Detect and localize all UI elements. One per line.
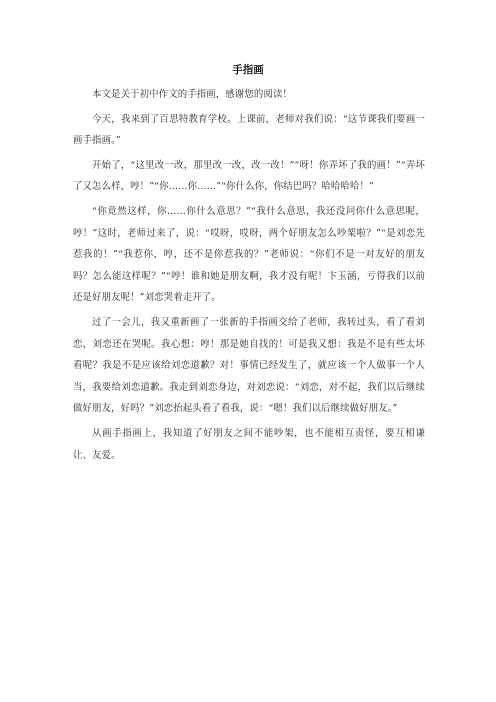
- paragraph-5: 过了一会儿，我又重新画了一张新的手指画交给了老师，我转过头，看了看刘恋，刘恋还在哭呢。我心想：哼！那是她自找的！可是我又想：我是不是有些太坏看呢？我是不是应该给刘恋道歉？对！事情已经发生了，就应该一个人做事一个人当，我要给刘恋道歉。我走到刘恋身边，对刘恋说：“刘恋，对不起，我们以后继续做好朋友，好吗？”刘恋抬起头看了看我，说：“嗯！我们以后继续做好朋友。”: [73, 316, 425, 415]
- paragraph-4: “你竟然这样，你……你什么意思？”“我什么意思，我还没问你什么意思呢，哼！”这时，老师过来了，说：“哎呀，哎呀，两个好朋友怎么吵架啦？”“是刘恋先惹我的！”“我惹你，哼，还不是你惹我的？”老师说：“你们不是一对友好的朋友吗？怎么能这样呢？”“哼！谁和她是朋友啊，我才没有呢！卞玉涵，亏得我们以前还是好朋友呢！”刘恋哭着走开了。: [73, 205, 425, 304]
- document-body: [73, 84, 425, 469]
- paragraph-conclusion: 从画手指画上，我知道了好朋友之间不能吵架，也不能相互责怪，要互相谦让、友爱。: [73, 427, 425, 461]
- document-title: 手指画: [232, 64, 264, 76]
- paragraph-3: 开始了，“这里改一改，那里改一改，改一改！”“呀！你弄坏了我的画！”“弄坏了又怎么样，哼！”“你……你……”“你什么你，你结巴吗？哈哈哈哈！”: [73, 159, 425, 193]
- paragraph-2: 今天，我来到了百思特教育学校。上课前，老师对我们说：“这节课我们要画一画手指画。”: [73, 113, 425, 147]
- paragraph-intro: 本文是关于初中作文的手指画，感谢您的阅读！: [92, 89, 293, 100]
